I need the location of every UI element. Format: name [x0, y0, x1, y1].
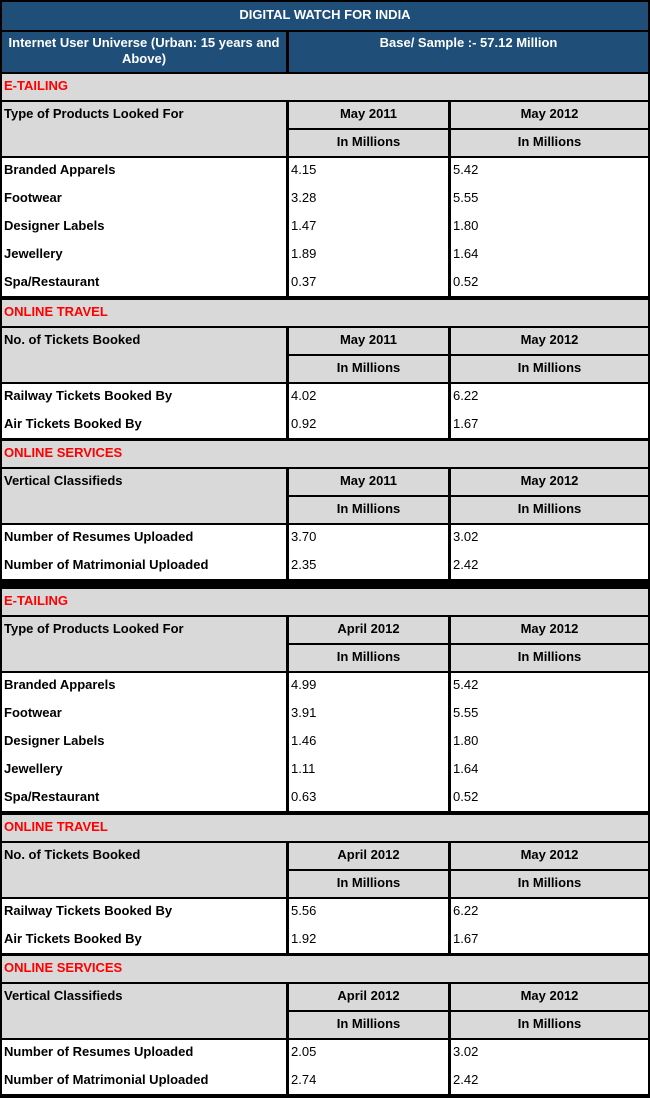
- row-item-label: Number of Matrimonial Uploaded: [4, 1072, 209, 1087]
- row-value-period-2: 1.64: [453, 246, 479, 261]
- row-value-period-1: 2.74: [291, 1072, 317, 1087]
- column-unit-2: In Millions: [451, 871, 648, 897]
- row-value-period-2: 5.42: [453, 677, 479, 692]
- section-heading: ONLINE SERVICES: [2, 441, 648, 467]
- row-item-label: Number of Matrimonial Uploaded: [4, 557, 209, 572]
- row-value-period-2: 2.42: [453, 557, 479, 572]
- row-item-label: Branded Apparels: [4, 677, 116, 692]
- column-unit-1: In Millions: [289, 645, 448, 671]
- column-header-period-1: April 2012: [289, 984, 448, 1010]
- column-header-period-2: May 2012: [451, 469, 648, 495]
- column-header-period-1: May 2011: [289, 469, 448, 495]
- row-value-period-2: 0.52: [453, 274, 479, 289]
- row-value-period-1: 0.37: [291, 274, 317, 289]
- row-value-period-2: 1.80: [453, 733, 479, 748]
- row-item-label: Spa/Restaurant: [4, 274, 100, 289]
- row-item-label: Jewellery: [4, 761, 63, 776]
- row-value-period-2: 5.55: [453, 705, 479, 720]
- row-value-period-1: 3.28: [291, 190, 317, 205]
- row-value-period-2: 1.67: [453, 931, 479, 946]
- row-value-period-1: 4.15: [291, 162, 317, 177]
- row-item-label: Designer Labels: [4, 733, 105, 748]
- column-header-period-1: April 2012: [289, 843, 448, 869]
- row-value-period-2: 6.22: [453, 903, 479, 918]
- row-value-period-1: 1.92: [291, 931, 317, 946]
- row-value-period-1: 4.99: [291, 677, 317, 692]
- column-unit-1: In Millions: [289, 130, 448, 156]
- row-label-header: No. of Tickets Booked: [2, 843, 286, 897]
- row-item-label: Footwear: [4, 705, 62, 720]
- column-unit-1: In Millions: [289, 356, 448, 382]
- row-value-period-1: 1.47: [291, 218, 317, 233]
- row-label-header: Vertical Classifieds: [2, 469, 286, 523]
- row-value-period-1: 3.91: [291, 705, 317, 720]
- row-value-period-1: 1.46: [291, 733, 317, 748]
- row-item-label: Railway Tickets Booked By: [4, 388, 173, 403]
- row-item-label: Footwear: [4, 190, 62, 205]
- row-item-label: Spa/Restaurant: [4, 789, 100, 804]
- row-item-label: Number of Resumes Uploaded: [4, 1044, 194, 1059]
- row-value-period-2: 2.42: [453, 1072, 479, 1087]
- row-value-period-1: 0.63: [291, 789, 317, 804]
- column-header-period-2: May 2012: [451, 984, 648, 1010]
- row-label-header: Type of Products Looked For: [2, 102, 286, 156]
- row-item-label: Branded Apparels: [4, 162, 116, 177]
- column-header-period-1: April 2012: [289, 617, 448, 643]
- row-item-label: Jewellery: [4, 246, 63, 261]
- column-unit-1: In Millions: [289, 1012, 448, 1038]
- row-item-label: Number of Resumes Uploaded: [4, 529, 194, 544]
- section-heading: ONLINE SERVICES: [2, 956, 648, 982]
- row-value-period-1: 1.89: [291, 246, 317, 261]
- row-value-period-1: 3.70: [291, 529, 317, 544]
- column-header-period-2: May 2012: [451, 617, 648, 643]
- row-value-period-2: 3.02: [453, 529, 479, 544]
- row-item-label: Designer Labels: [4, 218, 105, 233]
- section-heading: E-TAILING: [2, 74, 648, 100]
- row-value-period-1: 0.92: [291, 416, 317, 431]
- section-heading: ONLINE TRAVEL: [2, 815, 648, 841]
- row-item-label: Air Tickets Booked By: [4, 416, 142, 431]
- column-unit-2: In Millions: [451, 645, 648, 671]
- column-header-period-1: May 2011: [289, 328, 448, 354]
- column-unit-2: In Millions: [451, 1012, 648, 1038]
- column-header-period-2: May 2012: [451, 102, 648, 128]
- base-sample: Base/ Sample :- 57.12 Million: [289, 32, 648, 72]
- column-header-period-2: May 2012: [451, 843, 648, 869]
- row-label-header: Vertical Classifieds: [2, 984, 286, 1038]
- row-value-period-1: 2.35: [291, 557, 317, 572]
- row-value-period-2: 3.02: [453, 1044, 479, 1059]
- universe-label: Internet User Universe (Urban: 15 years and Above): [2, 32, 286, 72]
- row-value-period-2: 6.22: [453, 388, 479, 403]
- section-heading: E-TAILING: [2, 589, 648, 615]
- row-value-period-2: 1.67: [453, 416, 479, 431]
- row-value-period-1: 2.05: [291, 1044, 317, 1059]
- row-value-period-2: 5.55: [453, 190, 479, 205]
- row-label-header: No. of Tickets Booked: [2, 328, 286, 382]
- section-heading: ONLINE TRAVEL: [2, 300, 648, 326]
- row-value-period-2: 1.64: [453, 761, 479, 776]
- column-header-period-2: May 2012: [451, 328, 648, 354]
- row-label-header: Type of Products Looked For: [2, 617, 286, 671]
- column-unit-2: In Millions: [451, 497, 648, 523]
- row-value-period-2: 5.42: [453, 162, 479, 177]
- row-item-label: Railway Tickets Booked By: [4, 903, 173, 918]
- column-unit-1: In Millions: [289, 871, 448, 897]
- row-value-period-1: 1.11: [291, 761, 316, 776]
- row-value-period-2: 0.52: [453, 789, 479, 804]
- row-value-period-1: 5.56: [291, 903, 317, 918]
- table-title: DIGITAL WATCH FOR INDIA: [2, 2, 648, 30]
- column-unit-2: In Millions: [451, 356, 648, 382]
- row-value-period-1: 4.02: [291, 388, 317, 403]
- row-value-period-2: 1.80: [453, 218, 479, 233]
- row-item-label: Air Tickets Booked By: [4, 931, 142, 946]
- column-unit-1: In Millions: [289, 497, 448, 523]
- column-unit-2: In Millions: [451, 130, 648, 156]
- column-header-period-1: May 2011: [289, 102, 448, 128]
